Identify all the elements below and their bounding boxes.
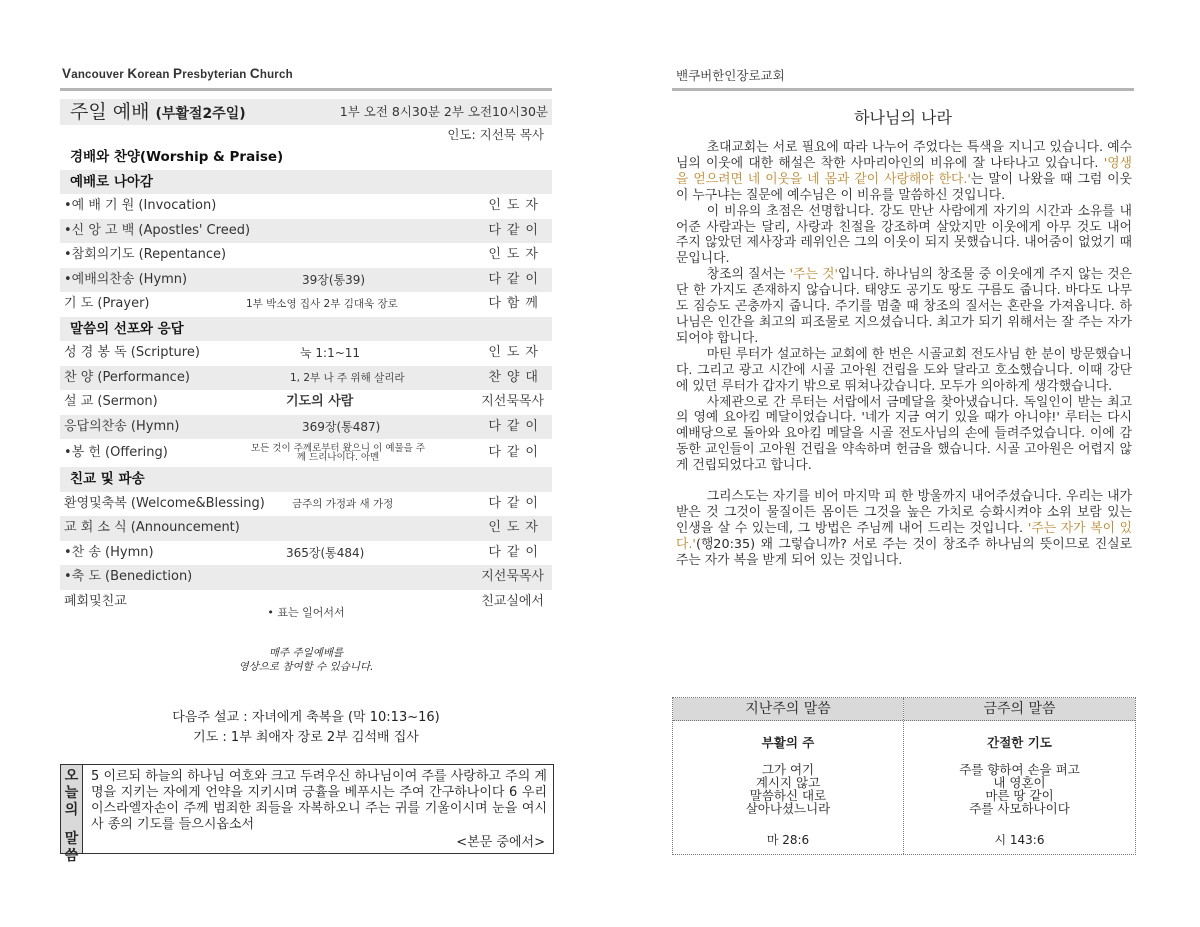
last-week-title: 부활의 주 <box>761 735 815 750</box>
header-rule <box>672 88 1134 91</box>
last-week-header: 지난주의 말씀 <box>673 698 903 721</box>
order-item: 찬 양 (Performance) 1, 2부 나 주 위해 살리라 찬양대 <box>60 366 552 391</box>
order-item: •신 앙 고 백 (Apostles' Creed) 다같이 <box>60 219 552 244</box>
todays-word-label: 오 늘 의 말 씀 <box>61 765 83 853</box>
order-item: 성 경 봉 독 (Scripture) 눅 1:1~11 인도자 <box>64 345 544 360</box>
video-note-1: 매주 주일예배를 <box>268 647 344 659</box>
last-week-verse: 그가 여기 계시지 않고 말씀하신 대로 살아나셨느니라 <box>745 762 831 816</box>
order-item: 기 도 (Prayer) 1부 박소영 집사 2부 김대욱 장로 다함께 <box>64 296 544 311</box>
right-page <box>600 0 1200 927</box>
order-item: •참회의기도 (Repentance) 인도자 <box>64 247 544 262</box>
order-item: 교 회 소 식 (Announcement) 인도자 <box>60 516 552 541</box>
service-times: 1부 오전 8시30분 2부 오전10시30분 <box>339 104 548 119</box>
paragraph: 사제관으로 간 루터는 서랍에서 금메달을 찾아냈습니다. 독일인이 받는 최고의 영예 요아킴 메달이었습니다. '네가 지금 여기 있을 때가 아니야!' 루터는 다시 예배당으로 돌아와 요아킴 메달을 시골 전도사님의 손에 들려주었습니다. 이에 감동한 교인들이 고아원 건립을 약속하며 헌금을 했습니다. 시골 고아원은 어렵지 않게 건립되었다고 합니다. <box>676 394 1132 474</box>
this-week-verse: 주를 향하여 손을 펴고 내 영혼이 마른 땅 같이 주를 사모하나이다 <box>959 762 1080 816</box>
todays-word-box <box>60 764 554 864</box>
church-name-english: Vancouver Korean Presbyterian Church <box>62 66 293 81</box>
last-week-reference: 마 28:6 <box>766 833 810 847</box>
weekly-word-table <box>672 697 1136 855</box>
header-rule <box>60 88 552 91</box>
order-item: •예배의찬송 (Hymn) 39장(통39) 다같이 <box>60 268 552 293</box>
video-note-2: 영상으로 참여할 수 있습니다. <box>238 661 374 673</box>
order-item: •예 배 기 원 (Invocation) 인도자 <box>64 198 544 213</box>
preacher-row <box>60 125 552 145</box>
todays-word-text: 5 이르되 하늘의 하나님 여호와 크고 두려우신 하나님이여 주를 사랑하고 주의 계명을 지키는 자에게 언약을 지키시며 긍휼을 베푸시는 주여 간구하나이다 6 우리 이스라엘자손이 주께 범죄한 죄들을 자복하오니 주는 귀를 기울이시며 눈을 여시사 종의 기도를 들으시옵소서 <box>91 769 547 832</box>
order-item: 응답의찬송 (Hymn) 369장(통487) 다같이 <box>60 415 552 440</box>
paragraph: 마틴 루터가 설교하는 교회에 한 번은 시골교회 전도사님 한 분이 방문했습니다. 그리고 광고 시간에 시골 고아원 건립을 도와 달라고 호소했습니다. 이때 강단에 있던 루터가 갑자기 밖으로 뛰쳐나갔습니다. 모두가 의아하게 생각했습니다. <box>676 346 1132 394</box>
service-title: 주일 예배 (부활절2주일) <box>70 101 246 123</box>
order-item: •찬 송 (Hymn) 365장(통484) 다같이 <box>64 544 544 560</box>
todays-word-source: <본문 중에서> <box>456 835 545 850</box>
service-title-row <box>60 99 552 125</box>
order-of-service <box>60 99 552 614</box>
next-week-prayer: 기도 : 1부 최애자 장로 2부 김석배 집사 <box>193 730 419 745</box>
order-item: 환영및축복 (Welcome&Blessing) 금주의 가정과 새 가정 다같이 <box>64 495 544 511</box>
paragraph: 그리스도는 자기를 비어 마지막 피 한 방울까지 내어주셨습니다. 우리는 내가 받은 것 그것이 물질이든 몸이든 그것을 높은 가치로 승화시켜야 소위 보람 있는 인생을 살 수 있는데, 그 방법은 주님께 내어 드리는 것입니다. '주는 자가 복이 있다.'(행20:35) 왜 그렇습니까? 서로 주는 것이 창조주 하나님의 뜻이므로 진실로 주는 자가 복을 받게 되어 있는 것입니다. <box>676 489 1132 568</box>
this-week-title: 간절한 기도 <box>987 735 1052 750</box>
order-item: 폐회및친교 친교실에서 <box>64 593 544 609</box>
standing-note: • 표는 일어서서 <box>267 606 345 619</box>
section-worship-praise: 경배와 찬양(Worship & Praise) <box>70 149 284 165</box>
section-word: 말씀의 선포와 응답 <box>60 317 552 342</box>
last-week-column <box>673 721 903 853</box>
paragraph: 창조의 질서는 '주는 것'입니다. 하나님의 창조물 중 이웃에게 주지 않는 것은 단 한 가지도 존재하지 않습니다. 태양도 공기도 땅도 구름도 줍니다. 바다도 나무도 짐승도 곤충까지 줍니다. 주기를 멈출 때 창조의 질서는 혼란을 가져옵니다. 하나님은 인간을 최고의 피조물로 지으셨습니다. 최고가 되기 위해서는 잘 주는 자가 되어야 합니다. <box>676 267 1132 346</box>
this-week-column <box>904 721 1135 853</box>
sermon-body <box>676 140 1132 569</box>
preacher: 인도: 지선묵 목사 <box>447 127 544 142</box>
paragraph: 초대교회는 서로 필요에 따라 나누어 주었다는 특색을 지니고 있습니다. 예수님의 이웃에 대한 해설은 착한 사마리아인의 비유에 잘 나타나고 있습니다. '영생을 얻으려면 네 이웃을 네 몸과 같이 사랑해야 한다.'는 말이 나왔을 때 그럼 이웃이 누구냐는 질문에 예수님은 이 비유를 말씀하신 것입니다. <box>676 140 1132 203</box>
sermon-title: 하나님의 나라 <box>854 108 952 127</box>
order-item: 설 교 (Sermon) 기도의 사람 지선묵목사 <box>64 394 544 409</box>
section-fellowship: 친교 및 파송 <box>60 467 552 492</box>
this-week-header: 금주의 말씀 <box>904 698 1135 721</box>
paragraph: 이 비유의 초점은 선명합니다. 강도 만난 사람에게 자기의 시간과 소유를 내어준 사람과는 달리, 사랑과 친절을 강조하며 살았지만 이웃에게 아무 것도 내어 주지 않았던 제사장과 레위인은 그의 이웃이 되지 못했습니다. 내어줌이 없었기 때문입니다. <box>676 203 1132 267</box>
this-week-reference: 시 143:6 <box>994 833 1045 847</box>
section-approach: 예배로 나아감 <box>60 170 552 195</box>
order-item: •축 도 (Benediction) 지선묵목사 <box>60 565 552 590</box>
church-name-korean: 밴쿠버한인장로교회 <box>676 68 785 83</box>
next-week-sermon: 다음주 설교 : 자녀에게 축복을 (막 10:13~16) <box>172 710 440 725</box>
order-item: •봉 헌 (Offering) 모든 것이 주께로부터 왔으니 이 예물을 주께 드리나이다. 아멘 다같이 <box>64 443 544 463</box>
